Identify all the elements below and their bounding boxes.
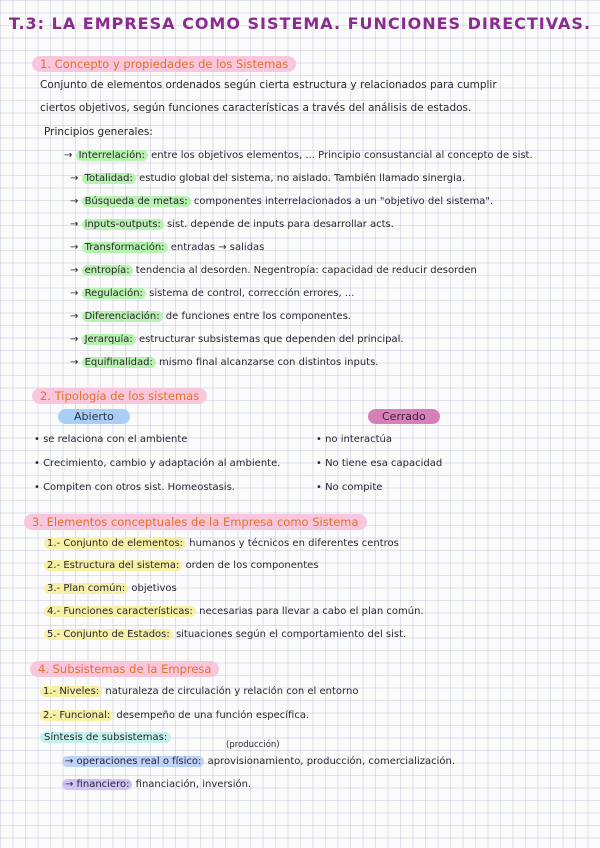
principle-item: → Interrelación: entre los objetivos elementos, ... Principio consustancial al concepto de sist. <box>64 150 533 161</box>
principles-label: Principios generales: <box>44 126 153 138</box>
element-term: 1.- Conjunto de elementos: <box>44 538 186 549</box>
synthesis-desc: financiación, inversión. <box>135 779 252 790</box>
principle-desc: componentes interrelacionados a un "objetivo del sistema". <box>193 196 494 207</box>
level-desc: naturaleza de circulación y relación con el entorno <box>105 686 359 697</box>
closed-item: • No tiene esa capacidad <box>316 458 443 469</box>
principle-desc: sistema de control, corrección errores, ... <box>149 288 355 299</box>
element-item <box>44 582 177 596</box>
principle-term: Totalidad: <box>82 173 136 184</box>
definition-line-2: ciertos objetivos, según funciones características a través del análisis de estados. <box>40 102 472 114</box>
section-heading-3: 3. Elementos conceptuales de la Empresa como Sistema <box>24 514 367 530</box>
production-annotation: (producción) <box>226 740 280 750</box>
principle-term: Diferenciación: <box>82 311 163 322</box>
element-desc: humanos y técnicos en diferentes centros <box>189 538 399 549</box>
principle-term: Transformación: <box>82 242 168 253</box>
closed-item: • no interactúa <box>316 434 393 445</box>
principle-desc: tendencia al desorden. Negentropía: capacidad de reducir desorden <box>135 265 477 276</box>
open-system-label: Abierto <box>58 409 130 424</box>
principle-desc: entradas → salidas <box>170 242 265 253</box>
principle-term: inputs-outputs: <box>82 219 164 230</box>
element-desc: objetivos <box>131 583 177 594</box>
section-heading-2: 2. Tipología de los sistemas <box>32 388 207 404</box>
element-item <box>44 605 424 619</box>
element-term: 2.- Estructura del sistema: <box>44 560 182 571</box>
element-term: 4.- Funciones características: <box>44 606 196 617</box>
principle-desc: de funciones entre los componentes. <box>165 311 351 322</box>
principle-desc: sist. depende de inputs para desarrollar acts. <box>167 219 394 230</box>
principle-item: → Búsqueda de metas: componentes interrelacionados a un "objetivo del sistema". <box>70 196 494 207</box>
page-title: T.3: LA EMPRESA COMO SISTEMA. FUNCIONES DIRECTIVAS. <box>8 14 592 33</box>
closed-system-label: Cerrado <box>368 409 440 424</box>
principle-item: → Transformación: entradas → salidas <box>70 242 265 253</box>
definition-line-1: Conjunto de elementos ordenados según cierta estructura y relacionados para cumplir <box>40 79 497 91</box>
principle-term: Interrelación: <box>76 150 148 161</box>
synthesis-desc: aprovisionamiento, producción, comercialización. <box>207 756 456 767</box>
element-desc: situaciones según el comportamiento del sist. <box>175 629 407 640</box>
closed-item: • No compite <box>316 482 383 493</box>
synthesis-item <box>62 755 455 769</box>
open-item: • Compiten con otros sist. Homeostasis. <box>34 482 235 493</box>
principle-term: Jerarquía: <box>82 334 136 345</box>
section-heading-1: 1. Concepto y propiedades de los Sistemas <box>32 56 296 72</box>
principle-item: → Jerarquía: estructurar subsistemas que dependen del principal. <box>70 334 404 345</box>
element-item <box>44 559 319 573</box>
level-term: 2.- Funcional: <box>40 710 113 721</box>
principle-desc: mismo final alcanzarse con distintos inputs. <box>159 357 379 368</box>
synthesis-term: → financiero: <box>62 779 132 790</box>
element-item <box>44 628 406 642</box>
principle-desc: estudio global del sistema, no aislado. También llamado sinergia. <box>139 173 466 184</box>
element-item <box>44 537 399 551</box>
principle-item: → inputs-outputs: sist. depende de inputs para desarrollar acts. <box>70 219 394 230</box>
subsystem-level <box>40 709 309 723</box>
principle-desc: estructurar subsistemas que dependen del principal. <box>139 334 404 345</box>
synthesis-item <box>62 778 251 792</box>
principle-item: → Equifinalidad: mismo final alcanzarse con distintos inputs. <box>70 357 379 368</box>
principle-desc: entre los objetivos elementos, ... Principio consustancial al concepto de sist. <box>151 150 533 161</box>
section-heading-4: 4. Subsistemas de la Empresa <box>30 661 219 677</box>
element-desc: orden de los componentes <box>185 560 319 571</box>
principle-item: → entropía: tendencia al desorden. Negentropía: capacidad de reducir desorden <box>70 265 477 276</box>
principle-item: → Totalidad: estudio global del sistema, no aislado. También llamado sinergia. <box>70 173 466 184</box>
synthesis-label: Síntesis de subsistemas: <box>40 731 171 745</box>
open-item: • se relaciona con el ambiente <box>34 434 188 445</box>
principle-term: entropía: <box>82 265 133 276</box>
principle-term: Búsqueda de metas: <box>82 196 191 207</box>
element-desc: necesarias para llevar a cabo el plan común. <box>199 606 424 617</box>
synthesis-term: → operaciones real o físico: <box>62 756 204 767</box>
principle-term: Regulación: <box>82 288 146 299</box>
principle-term: Equifinalidad: <box>82 357 156 368</box>
subsystem-level <box>40 685 358 699</box>
level-term: 1.- Niveles: <box>40 686 102 697</box>
element-term: 3.- Plan común: <box>44 583 128 594</box>
element-term: 5.- Conjunto de Estados: <box>44 629 173 640</box>
open-item: • Crecimiento, cambio y adaptación al ambiente. <box>34 458 281 469</box>
level-desc: desempeño de una función específica. <box>116 710 310 721</box>
principle-item: → Diferenciación: de funciones entre los componentes. <box>70 311 351 322</box>
principle-item: → Regulación: sistema de control, corrección errores, ... <box>70 288 355 299</box>
